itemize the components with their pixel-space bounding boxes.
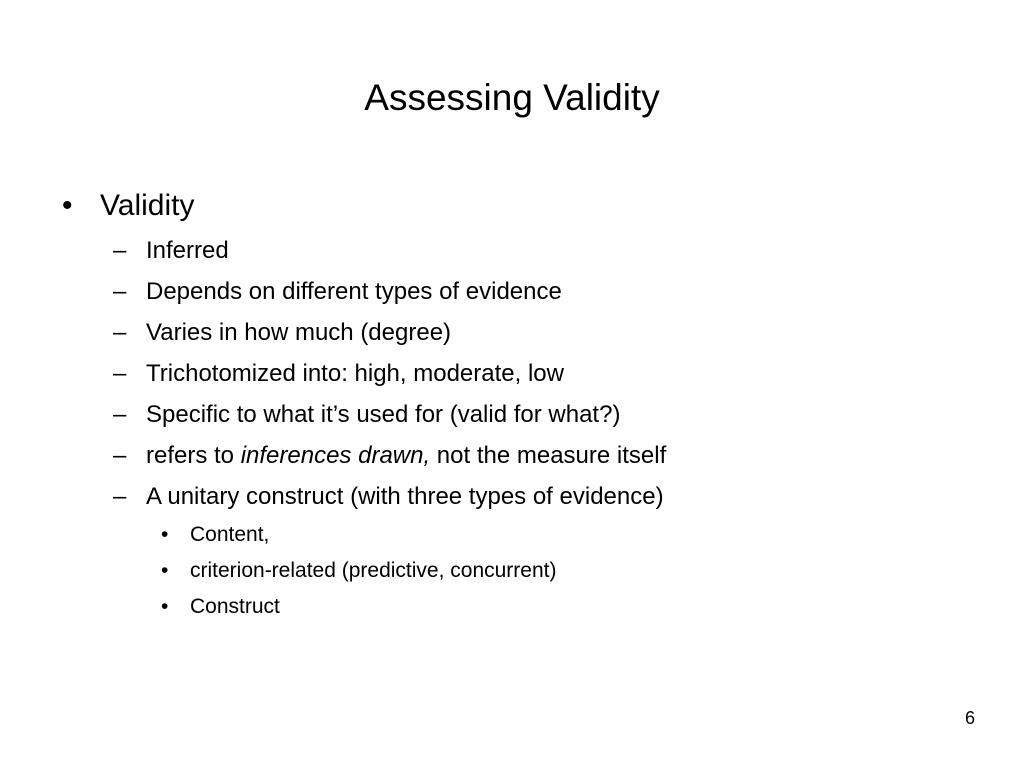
small-bullet-marker: •	[161, 559, 169, 582]
small-bullet-marker: •	[161, 523, 169, 546]
third-level-text: criterion-related (predictive, concurrent)	[190, 559, 557, 582]
small-bullet-marker: •	[161, 595, 169, 618]
bullet-marker: •	[62, 189, 73, 222]
main-bullet-label: Validity	[100, 189, 195, 222]
dash-marker: –	[113, 360, 127, 387]
third-level-text: Content,	[190, 523, 270, 546]
dash-marker: –	[113, 278, 127, 305]
sub-bullet-emphasis: inferences drawn,	[240, 442, 431, 469]
sub-bullet-text: Inferred	[146, 237, 229, 264]
sub-bullet-prefix: refers to	[146, 442, 241, 469]
dash-marker: –	[113, 319, 127, 346]
slide-title: Assessing Validity	[364, 77, 660, 118]
dash-marker: –	[113, 442, 127, 469]
dash-marker: –	[113, 483, 127, 510]
dash-marker: –	[113, 401, 127, 428]
sub-bullet-text: Varies in how much (degree)	[146, 319, 452, 346]
sub-bullet-text: Specific to what it’s used for (valid for what?)	[146, 401, 621, 428]
third-level-text: Construct	[190, 595, 280, 618]
sub-bullet-suffix: not the measure itself	[430, 442, 667, 469]
dash-marker: –	[113, 237, 127, 264]
page-number: 6	[964, 708, 975, 728]
sub-bullet-text: Depends on different types of evidence	[146, 278, 562, 305]
sub-bullet-text: A unitary construct (with three types of evidence)	[146, 483, 664, 510]
sub-bullet-text: Trichotomized into: high, moderate, low	[146, 360, 564, 387]
sub-bullet-text	[146, 435, 666, 476]
